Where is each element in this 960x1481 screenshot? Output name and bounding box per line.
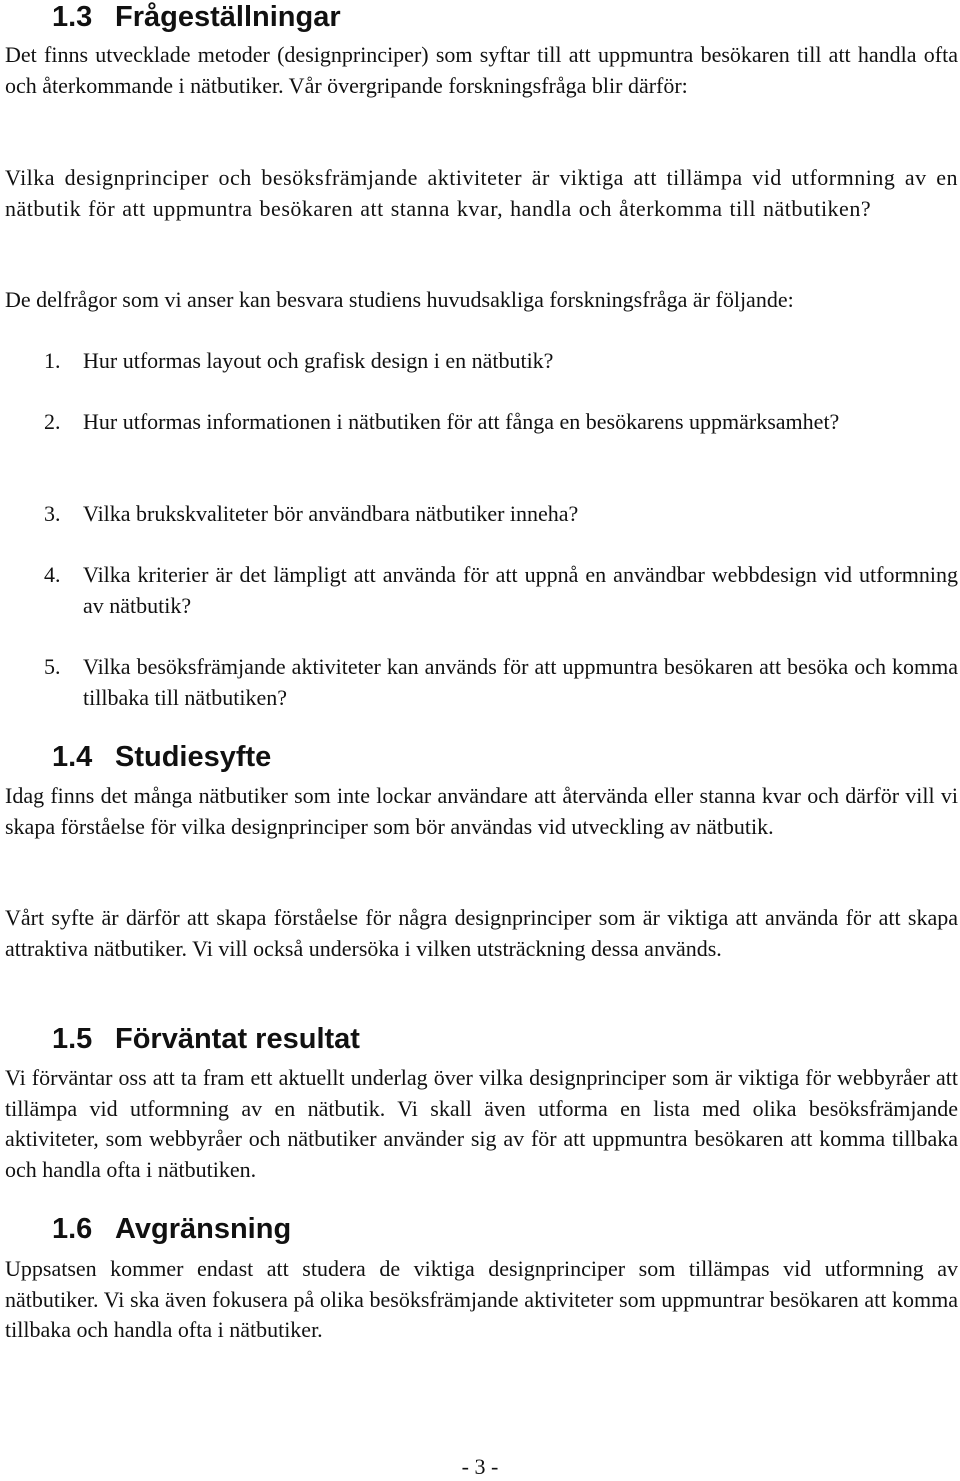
list-item xyxy=(44,499,958,530)
heading-title: Förväntat resultat xyxy=(115,1023,360,1055)
list-item-text: Vilka besöksfrämjande aktiviteter kan används för att uppmuntra besökaren att besöka och komma tillbaka till nätbutiken? xyxy=(83,654,958,710)
list-item-number: 3. xyxy=(44,501,61,526)
heading-number: 1.5 xyxy=(52,1023,93,1055)
heading-1-6 xyxy=(52,1213,291,1245)
list-item-text: Vilka kriterier är det lämpligt att använda för att uppnå en användbar webbdesign vid utformning av nätbutik? xyxy=(83,562,958,618)
subquestions-intro: De delfrågor som vi anser kan besvara studiens huvudsakliga forskningsfråga är följande: xyxy=(5,287,794,312)
heading-number: 1.3 xyxy=(52,1,93,33)
delimitation-paragraph: Uppsatsen kommer endast att studera de viktiga designprinciper som tillämpas vid utformning av nätbutiker. Vi ska även fokusera på olika besöksfrämjande aktiviteter som uppmuntrar besökaren att komma tillbaka och handla ofta i nätbutiker. xyxy=(5,1256,958,1342)
purpose-paragraph-2: Vårt syfte är därför att skapa förståelse för några designprinciper som är viktiga att använda för att skapa attraktiva nätbutiker. Vi vill också undersöka i vilken utsträckning dessa används. xyxy=(5,905,958,961)
list-item-number: 2. xyxy=(44,409,61,434)
list-item-text: Hur utformas layout och grafisk design i en nätbutik? xyxy=(83,348,554,373)
heading-1-5 xyxy=(52,1023,360,1055)
list-item-number: 1. xyxy=(44,348,61,373)
heading-number: 1.4 xyxy=(52,741,93,773)
heading-1-4 xyxy=(52,741,271,773)
list-item xyxy=(44,560,958,621)
page-number: - 3 - xyxy=(461,1454,499,1479)
heading-title: Studiesyfte xyxy=(115,741,272,773)
heading-number: 1.6 xyxy=(52,1213,93,1245)
list-item-text: Hur utformas informationen i nätbutiken för att fånga en besökarens uppmärksamhet? xyxy=(83,409,840,434)
list-item-number: 5. xyxy=(44,654,61,679)
list-item-number: 4. xyxy=(44,562,61,587)
intro-paragraph: Det finns utvecklade metoder (designprinciper) som syftar till att uppmuntra besökaren till att handla ofta och återkommande i nätbutiker. Vår övergripande forskningsfråga blir därför: xyxy=(5,42,958,98)
main-research-question: Vilka designprinciper och besöksfrämjande aktiviteter är viktiga att tillämpa vid utformning av en nätbutik för att uppmuntra besökaren att stanna kvar, handla och återkomma till nätbutiken? xyxy=(5,165,958,221)
purpose-paragraph-1: Idag finns det många nätbutiker som inte lockar användare att återvända eller stanna kvar och därför vill vi skapa förståelse för vilka designprinciper som bör användas vid utveckling av nätbutik. xyxy=(5,783,958,839)
list-item xyxy=(44,346,958,377)
list-item xyxy=(44,407,958,438)
heading-title: Frågeställningar xyxy=(115,1,341,33)
list-item-text: Vilka brukskvaliteter bör användbara nätbutiker inneha? xyxy=(83,501,579,526)
heading-title: Avgränsning xyxy=(115,1213,292,1245)
heading-1-3 xyxy=(52,1,341,33)
list-item xyxy=(44,652,958,713)
expected-result-paragraph: Vi förväntar oss att ta fram ett aktuellt underlag över vilka designprinciper som är viktiga för webbyråer att tillämpa vid utformning av en nätbutik. Vi skall även utforma en lista med olika besöksfrämjande aktiviteter, som webbyråer och nätbutiker använder sig av för att uppmuntra besökaren att komma tillbaka och handla ofta i nätbutiken. xyxy=(5,1065,958,1182)
